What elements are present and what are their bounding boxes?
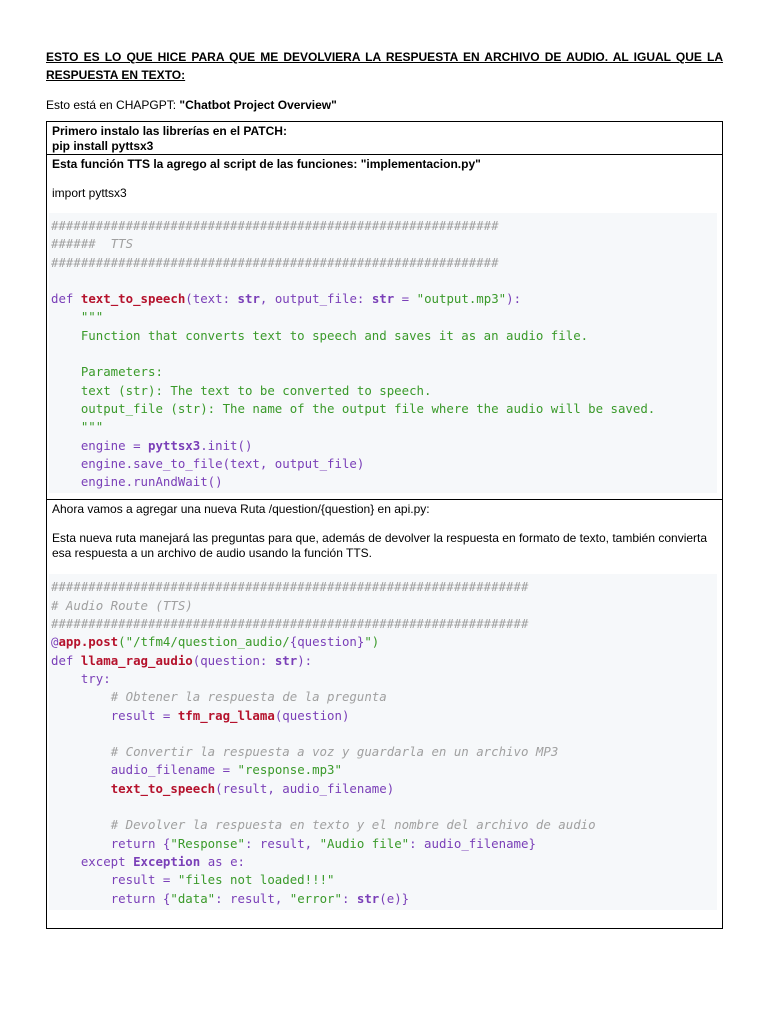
tts-function-cell bbox=[47, 155, 723, 500]
install-cell bbox=[47, 122, 723, 155]
tts-function-row bbox=[47, 155, 723, 500]
project-name: "Chatbot Project Overview" bbox=[179, 98, 337, 112]
intro-prefix: Esto está en CHAPGPT: bbox=[46, 98, 180, 112]
tts-title: Esta función TTS la agrego al script de las funciones: "implementacion.py" bbox=[52, 157, 481, 171]
audio-route-cell bbox=[47, 500, 723, 928]
instructions-table bbox=[46, 121, 723, 929]
text-to-speech-def: text_to_speech bbox=[80, 291, 186, 307]
install-command: pip install pyttsx3 bbox=[52, 139, 154, 153]
audio-route-row bbox=[47, 500, 723, 928]
install-row bbox=[47, 122, 723, 155]
route-code-block: ################################################################ # Audio Route (TTS) ################################################################ @app.post("/tfm4/question_audio/{question}") def llama_rag_audio(question: str): try: # Obtener la respuesta de la pregunta result = tfm_rag_llama(question) # Convertir la respuesta a voz y guardarla en un archivo MP3 audio_filename = "response.mp3" text_to_speech(result, audio_filename) # Devolver la respuesta en texto y el nombre del archivo de audio return {"Response": result, "Audio file": audio_filename} except Exception as e: result = "files not loaded!!!" return {"data": result, "error": str(e)} bbox=[49, 574, 717, 909]
route-title: Ahora vamos a agregar una nueva Ruta /question/{question} en api.py: bbox=[52, 502, 430, 517]
install-title: Primero instalo las librerías en el PATCH: bbox=[52, 124, 287, 138]
intro-line bbox=[46, 96, 723, 114]
tts-code-block: ############################################################ ###### TTS ############################################################ def text_to_speech(text: str, output_file: str = "output.mp3"): """ Function that converts text to speech and saves it as an audio file. Parameters: text (str): The text to be converted to speech. output_file (str): The name of the output file where the audio will be saved. """ engine = pyttsx3.init() engine.save_to_file(text, output_file) engine.runAndWait() bbox=[49, 213, 717, 493]
document-heading: ESTO ES LO QUE HICE PARA QUE ME DEVOLVIERA LA RESPUESTA EN ARCHIVO DE AUDIO. AL IGUAL QUE LA RESPUESTA EN TEXTO: bbox=[46, 50, 723, 82]
import-line: import pyttsx3 bbox=[52, 186, 127, 200]
document-page bbox=[46, 48, 723, 929]
route-description: Esta nueva ruta manejará las preguntas para que, además de devolver la respuesta en formato de texto, también convierta esa respuesta a un archivo de audio usando la función TTS. bbox=[52, 531, 708, 561]
